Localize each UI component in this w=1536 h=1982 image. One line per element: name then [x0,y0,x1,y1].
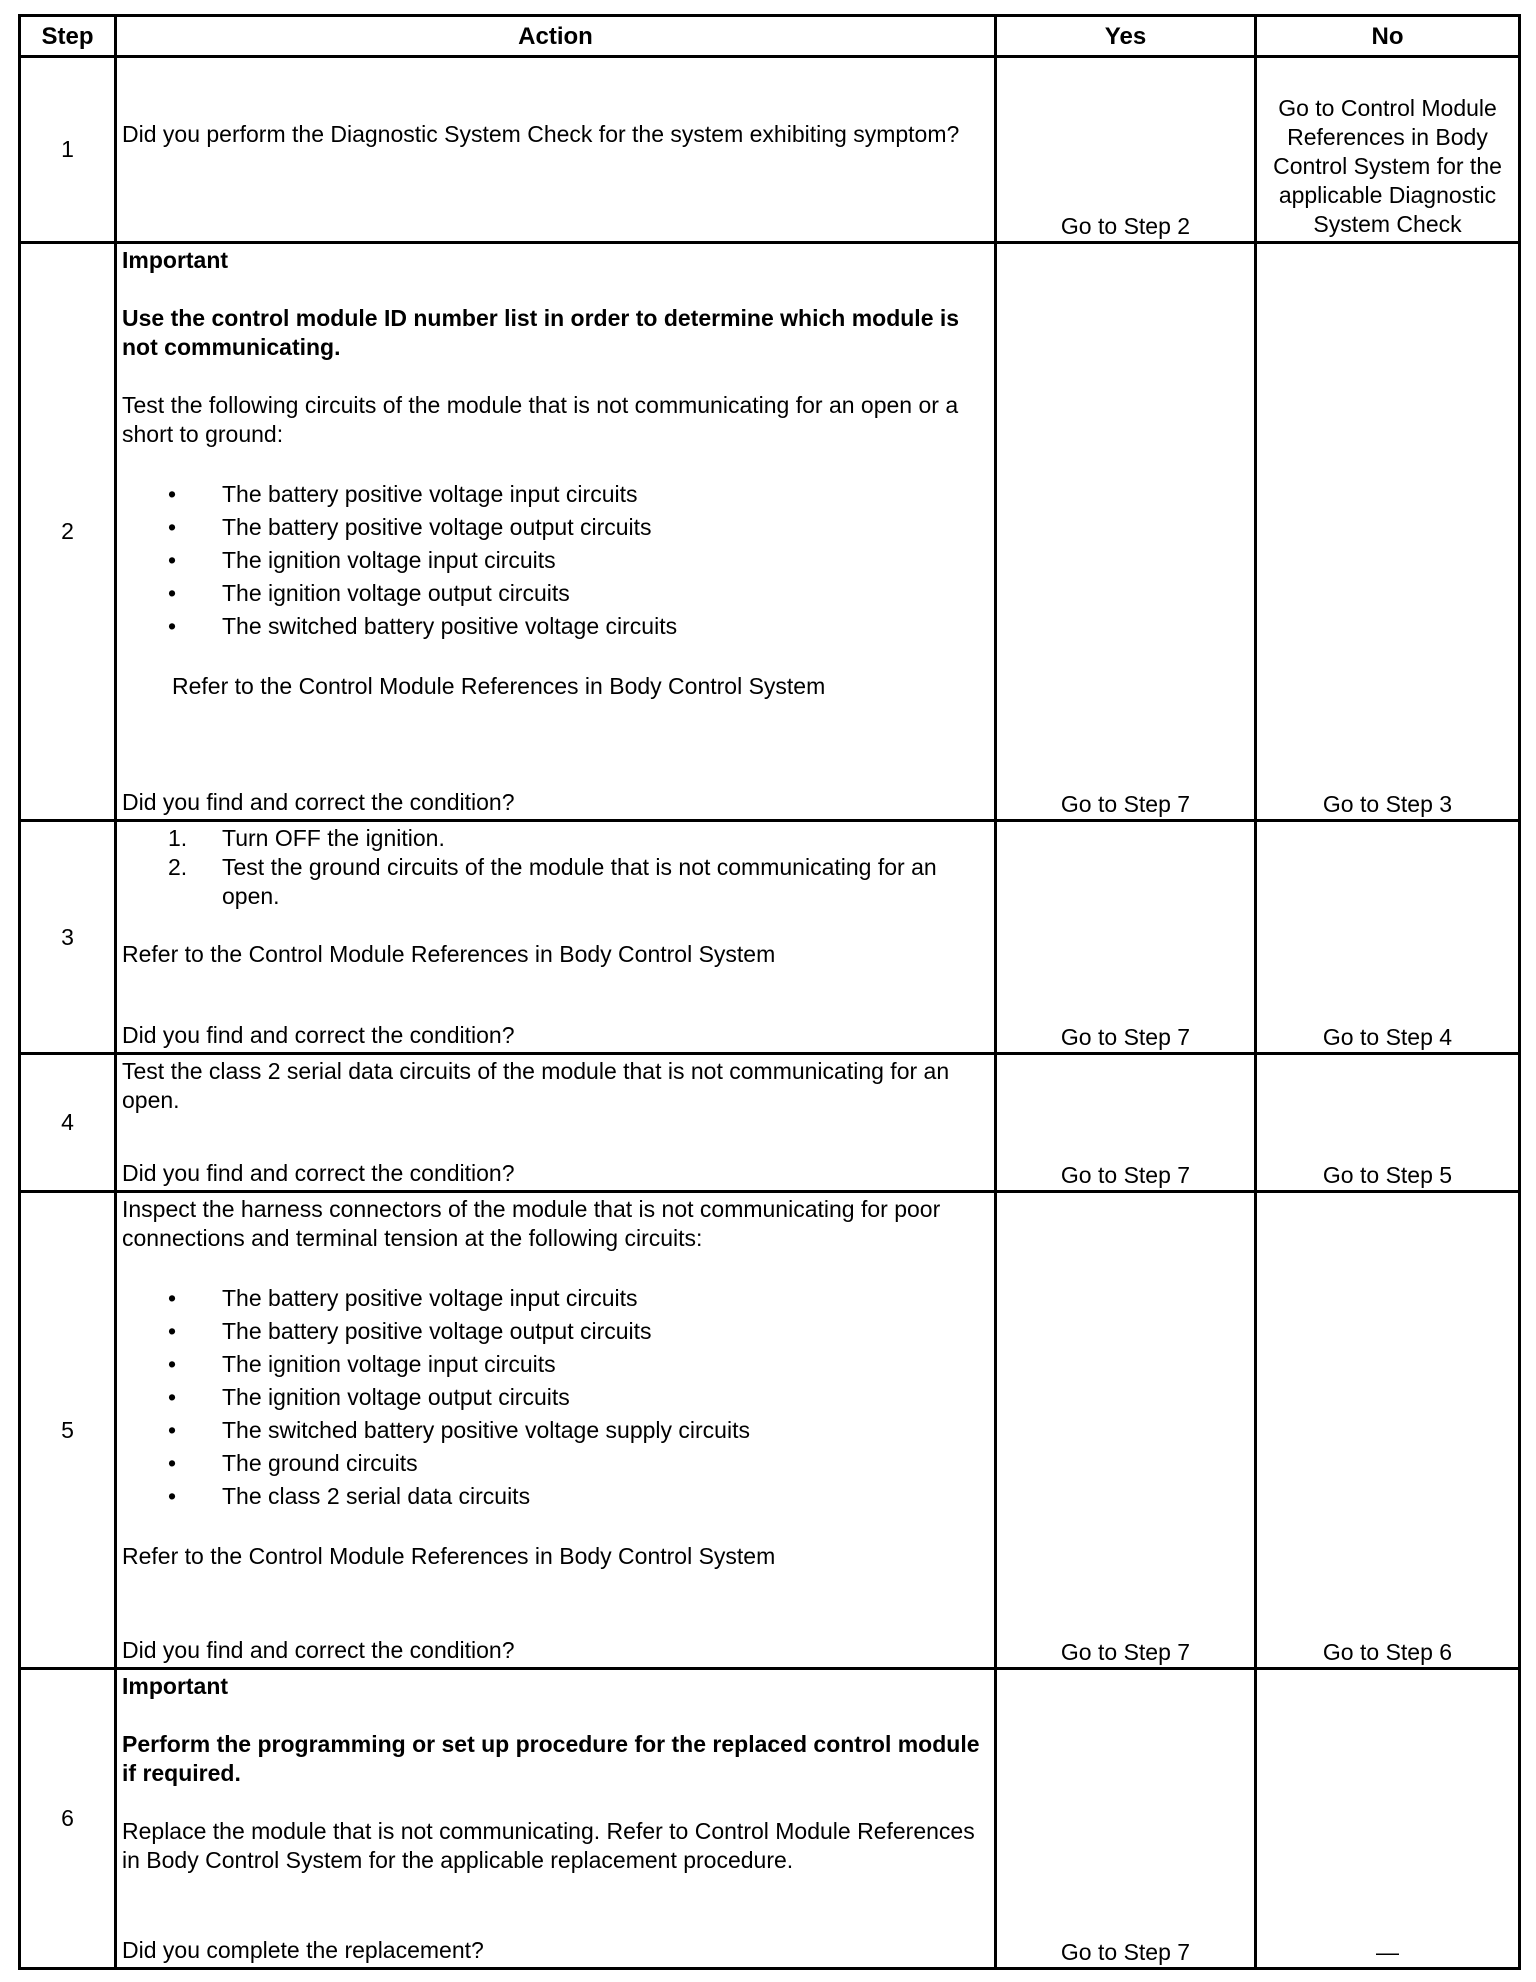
yes-cell: Go to Step 2 [996,57,1256,243]
yes-cell: Go to Step 7 [996,243,1256,821]
list-item: 1. Turn OFF the ignition. [168,825,445,851]
circuit-list [122,1282,990,1513]
refer-text: Refer to the Control Module References in Body Control System [172,673,826,699]
action-cell [116,1054,996,1192]
no-cell: Go to Step 4 [1256,821,1520,1054]
important-text: Use the control module ID number list in order to determine which module is not communicating. [122,305,960,360]
yes-cell: Go to Step 7 [996,821,1256,1054]
header-action: Action [116,16,996,57]
bullet-icon: • [168,1384,177,1410]
instruction-text: Test the class 2 serial data circuits of the module that is not communicating for an open. [122,1058,950,1113]
bullet-icon: • [168,1351,177,1377]
bullet-icon: • [168,613,177,639]
action-cell [116,1669,996,1969]
instruction-text: Inspect the harness connectors of the module that is not communicating for poor connections and terminal tension at the following circuits: [122,1196,941,1251]
header-row [20,16,1520,57]
step-number: 4 [20,1054,116,1192]
question-text: Did you perform the Diagnostic System Check for the system exhibiting symptom? [122,121,960,147]
no-cell: Go to Step 3 [1256,243,1520,821]
list-item: • The switched battery positive voltage circuits [168,610,990,643]
list-item: • The switched battery positive voltage supply circuits [168,1414,990,1447]
action-cell [116,821,996,1054]
list-item: • The battery positive voltage input circuits [168,1282,990,1315]
list-item: • The ignition voltage input circuits [168,1348,990,1381]
list-item: • The ignition voltage output circuits [168,577,990,610]
step-number: 2 [20,243,116,821]
list-item: • The ignition voltage output circuits [168,1381,990,1414]
step-number: 6 [20,1669,116,1969]
step-number: 3 [20,821,116,1054]
bullet-icon: • [168,481,177,507]
table-row [20,821,1520,1054]
question-text: Did you find and correct the condition? [122,1637,515,1663]
yes-cell: Go to Step 7 [996,1192,1256,1669]
yes-cell: Go to Step 7 [996,1054,1256,1192]
question-text: Did you find and correct the condition? [122,789,515,815]
bullet-icon: • [168,1450,177,1476]
no-cell: Go to Step 6 [1256,1192,1520,1669]
header-step: Step [20,16,116,57]
no-cell: — [1256,1669,1520,1969]
step-number: 5 [20,1192,116,1669]
step-number: 1 [20,57,116,243]
list-item: • The ignition voltage input circuits [168,544,990,577]
question-text: Did you find and correct the condition? [122,1022,515,1048]
action-cell [116,1192,996,1669]
list-item: • The class 2 serial data circuits [168,1480,990,1513]
important-label: Important [122,1673,229,1699]
table-row [20,57,1520,243]
diagnostic-table [18,14,1521,1970]
bullet-icon: • [168,514,177,540]
yes-cell: Go to Step 7 [996,1669,1256,1969]
table-row [20,1192,1520,1669]
instruction-text: Test the following circuits of the module that is not communicating for an open or a short to ground: [122,392,959,447]
procedure-list [122,824,990,911]
no-cell: Go to Step 5 [1256,1054,1520,1192]
question-text: Did you find and correct the condition? [122,1160,515,1186]
table-row [20,243,1520,821]
bullet-icon: • [168,1318,177,1344]
list-item: 2. Test the ground circuits of the module that is not communicating for an open. [168,854,937,909]
question-text: Did you complete the replacement? [122,1937,484,1963]
refer-text: Refer to the Control Module References in Body Control System [122,941,776,967]
important-label: Important [122,247,229,273]
list-item: • The battery positive voltage output circuits [168,511,990,544]
list-item: • The battery positive voltage input circuits [168,478,990,511]
action-cell [116,57,996,243]
no-cell: Go to Control Module References in Body Control System for the applicable Diagnostic System Check [1256,57,1520,243]
bullet-icon: • [168,1483,177,1509]
bullet-icon: • [168,580,177,606]
refer-text: Refer to the Control Module References in Body Control System [122,1543,776,1569]
list-item: • The battery positive voltage output circuits [168,1315,990,1348]
table-row [20,1669,1520,1969]
instruction-text: Replace the module that is not communicating. Refer to Control Module References in Body Control System for the applicable replacement procedure. [122,1818,975,1873]
list-item: • The ground circuits [168,1447,990,1480]
table-row [20,1054,1520,1192]
action-cell [116,243,996,821]
circuit-list [122,478,990,643]
header-no: No [1256,16,1520,57]
bullet-icon: • [168,1417,177,1443]
bullet-icon: • [168,547,177,573]
header-yes: Yes [996,16,1256,57]
bullet-icon: • [168,1285,177,1311]
important-text: Perform the programming or set up procedure for the replaced control module if required. [122,1731,980,1786]
